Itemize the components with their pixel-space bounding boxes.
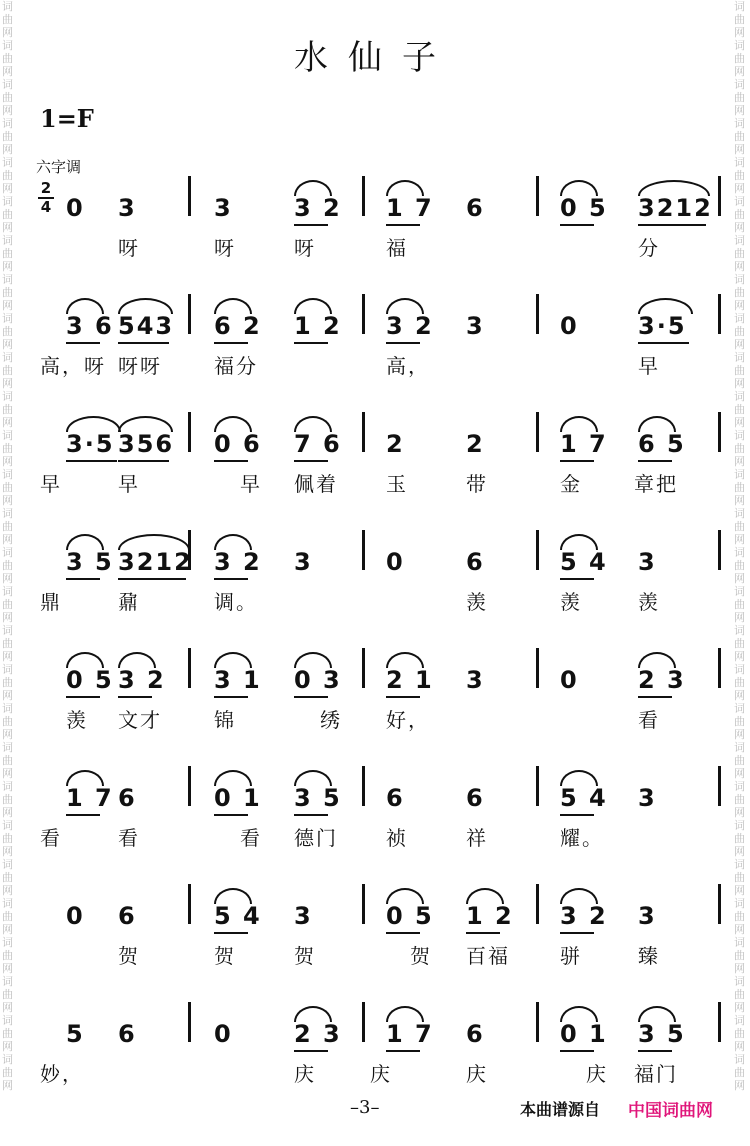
slur xyxy=(560,1006,598,1022)
lyric: 羡 xyxy=(638,590,660,614)
slur xyxy=(386,1006,424,1022)
slur xyxy=(560,534,598,550)
slur xyxy=(560,770,598,786)
slur xyxy=(118,652,156,668)
barline xyxy=(718,176,721,216)
slur xyxy=(386,652,424,668)
beam-underline xyxy=(386,224,420,226)
lyric: 庆 xyxy=(586,1062,608,1086)
note-group: 0 1 xyxy=(214,784,262,812)
note-group: 3212 xyxy=(118,548,193,576)
beam-underline xyxy=(638,696,672,698)
lyric: 高，呀 xyxy=(40,354,106,378)
note-group: 0 xyxy=(66,194,85,222)
beam-underline xyxy=(66,578,100,580)
slur xyxy=(560,888,598,904)
note-group: 3 xyxy=(118,194,137,222)
note-group: 5 xyxy=(66,1020,85,1048)
note-group: 1 2 xyxy=(466,902,514,930)
slur xyxy=(214,652,252,668)
note-group: 3 2 xyxy=(294,194,342,222)
lyric: 庆 xyxy=(294,1062,316,1086)
beam-underline xyxy=(66,460,117,462)
slur xyxy=(294,416,332,432)
lyric: 庆 xyxy=(466,1062,488,1086)
beam-underline xyxy=(294,224,328,226)
note-group: 6 2 xyxy=(214,312,262,340)
lyric: 高， xyxy=(386,354,430,378)
lyric: 调。 xyxy=(214,590,258,614)
score-row xyxy=(0,654,750,774)
note-group: 6 xyxy=(118,784,137,812)
note-group: 0 xyxy=(66,902,85,930)
note-group: 6 xyxy=(466,1020,485,1048)
note-group: 6 xyxy=(466,548,485,576)
note-group: 3 xyxy=(638,902,657,930)
lyric: 祥 xyxy=(466,826,488,850)
barline xyxy=(718,294,721,334)
note-group: 3 xyxy=(466,666,485,694)
lyric: 百福 xyxy=(466,944,510,968)
barline xyxy=(718,412,721,452)
beam-underline xyxy=(214,342,248,344)
barline xyxy=(188,766,191,806)
beam-underline xyxy=(214,696,248,698)
slur xyxy=(560,416,598,432)
lyric: 鼐 xyxy=(118,590,140,614)
beam-underline xyxy=(66,814,100,816)
barline xyxy=(362,884,365,924)
barline xyxy=(362,176,365,216)
beam-underline xyxy=(294,460,328,462)
score-row xyxy=(0,300,750,420)
watermark-right: 词曲网词曲网词曲网词曲网词曲网词曲网词曲网词曲网词曲网词曲网词曲网词曲网词曲网词曲网词曲网词曲网词曲网词曲网词曲网词曲网词曲网词曲网词曲网词曲网词曲网词曲网词曲网词曲网 xyxy=(734,0,745,1092)
note-group: 2 xyxy=(386,430,405,458)
barline xyxy=(718,884,721,924)
note-group: 3 2 xyxy=(118,666,166,694)
note-group: 3 5 xyxy=(66,548,114,576)
beam-underline xyxy=(118,460,169,462)
note-group: 0 5 xyxy=(66,666,114,694)
note-group: 6 xyxy=(466,784,485,812)
lyric: 庆 xyxy=(370,1062,392,1086)
song-title: 水仙子 xyxy=(294,38,456,78)
note-group: 1 2 xyxy=(294,312,342,340)
note-group: 2 3 xyxy=(294,1020,342,1048)
score-row xyxy=(0,182,750,302)
note-group: 3 5 xyxy=(294,784,342,812)
note-group: 7 6 xyxy=(294,430,342,458)
slur xyxy=(294,770,332,786)
lyric: 早 xyxy=(40,472,62,496)
note-group: 6 xyxy=(118,902,137,930)
barline xyxy=(536,294,539,334)
slur xyxy=(214,534,252,550)
lyric: 早 xyxy=(240,472,262,496)
barline xyxy=(536,884,539,924)
note-group: 0 xyxy=(214,1020,233,1048)
beam-underline xyxy=(638,224,706,226)
lyric: 好， xyxy=(386,708,430,732)
slur xyxy=(118,534,190,550)
barline xyxy=(362,530,365,570)
slur xyxy=(294,652,332,668)
lyric: 看 xyxy=(240,826,262,850)
lyric: 羡 xyxy=(560,590,582,614)
lyric: 羡 xyxy=(66,708,88,732)
lyric: 臻 xyxy=(638,944,660,968)
beam-underline xyxy=(214,814,248,816)
note-group: 5 4 xyxy=(560,784,608,812)
slur xyxy=(466,888,504,904)
slur xyxy=(214,298,252,314)
note-group: 2 1 xyxy=(386,666,434,694)
note-group: 3 2 xyxy=(560,902,608,930)
lyric: 福门 xyxy=(634,1062,678,1086)
watermark-left: 词曲网词曲网词曲网词曲网词曲网词曲网词曲网词曲网词曲网词曲网词曲网词曲网词曲网词曲网词曲网词曲网词曲网词曲网词曲网词曲网词曲网词曲网词曲网词曲网词曲网词曲网词曲网词曲网 xyxy=(2,0,13,1092)
lyric: 看 xyxy=(40,826,62,850)
slur xyxy=(638,652,676,668)
slur xyxy=(638,180,710,196)
barline xyxy=(362,766,365,806)
slur xyxy=(214,770,252,786)
barline xyxy=(718,766,721,806)
note-group: 6 xyxy=(118,1020,137,1048)
lyric: 分 xyxy=(638,236,660,260)
lyric: 鼎 xyxy=(40,590,62,614)
lyric: 呀 xyxy=(214,236,236,260)
barline xyxy=(188,412,191,452)
lyric: 福 xyxy=(386,236,408,260)
note-group: 1 7 xyxy=(386,1020,434,1048)
lyric: 贺 xyxy=(294,944,316,968)
barline xyxy=(536,412,539,452)
barline xyxy=(362,1002,365,1042)
note-group: 6 5 xyxy=(638,430,686,458)
beam-underline xyxy=(638,1050,672,1052)
note-group: 3 xyxy=(294,548,313,576)
slur xyxy=(638,416,676,432)
lyric: 看 xyxy=(118,826,140,850)
note-group: 3 xyxy=(638,548,657,576)
beam-underline xyxy=(294,342,328,344)
barline xyxy=(536,648,539,688)
slur xyxy=(638,1006,676,1022)
lyric: 早 xyxy=(638,354,660,378)
lyric: 羡 xyxy=(466,590,488,614)
beam-underline xyxy=(294,1050,328,1052)
time-signature-bottom: 4 xyxy=(40,198,52,216)
slur xyxy=(638,298,693,314)
lyric: 祯 xyxy=(386,826,408,850)
slur xyxy=(66,298,104,314)
slur xyxy=(386,888,424,904)
beam-underline xyxy=(386,1050,420,1052)
lyric: 带 xyxy=(466,472,488,496)
barline xyxy=(362,294,365,334)
barline xyxy=(188,294,191,334)
barline xyxy=(718,530,721,570)
note-group: 3 6 xyxy=(66,312,114,340)
note-group: 0 1 xyxy=(560,1020,608,1048)
beam-underline xyxy=(118,342,169,344)
lyric: 骈 xyxy=(560,944,582,968)
note-group: 3·5 xyxy=(638,312,687,340)
lyric: 玉 xyxy=(386,472,408,496)
beam-underline xyxy=(118,578,186,580)
barline xyxy=(536,530,539,570)
barline xyxy=(188,176,191,216)
beam-underline xyxy=(214,578,248,580)
note-group: 3 5 xyxy=(638,1020,686,1048)
beam-underline xyxy=(294,814,328,816)
note-group: 3 2 xyxy=(214,548,262,576)
note-group: 0 5 xyxy=(560,194,608,222)
note-group: 0 3 xyxy=(294,666,342,694)
note-group: 356 xyxy=(118,430,175,458)
slur xyxy=(66,416,121,432)
note-group: 2 xyxy=(466,430,485,458)
note-group: 3 2 xyxy=(386,312,434,340)
lyric: 呀 xyxy=(118,236,140,260)
slur xyxy=(66,534,104,550)
beam-underline xyxy=(466,932,500,934)
slur xyxy=(214,888,252,904)
note-group: 5 4 xyxy=(214,902,262,930)
slur xyxy=(66,652,104,668)
lyric: 早 xyxy=(118,472,140,496)
note-group: 3·5 xyxy=(66,430,115,458)
score-row xyxy=(0,418,750,538)
note-group: 1 7 xyxy=(560,430,608,458)
score-row xyxy=(0,890,750,1010)
slur xyxy=(560,180,598,196)
beam-underline xyxy=(560,224,594,226)
note-group: 3 xyxy=(466,312,485,340)
lyric: 章把 xyxy=(634,472,678,496)
time-signature-top: 2 xyxy=(40,179,52,197)
slur xyxy=(386,298,424,314)
note-group: 3 xyxy=(638,784,657,812)
lyric: 绣 xyxy=(320,708,342,732)
lyric: 呀呀 xyxy=(118,354,162,378)
note-group: 3 1 xyxy=(214,666,262,694)
beam-underline xyxy=(214,460,248,462)
beam-underline xyxy=(560,578,594,580)
beam-underline xyxy=(66,342,100,344)
score-row xyxy=(0,772,750,892)
note-group: 0 xyxy=(560,312,579,340)
slur xyxy=(294,1006,332,1022)
beam-underline xyxy=(386,696,420,698)
note-group: 3 xyxy=(294,902,313,930)
lyric: 贺 xyxy=(214,944,236,968)
note-group: 2 3 xyxy=(638,666,686,694)
beam-underline xyxy=(386,342,420,344)
beam-underline xyxy=(560,1050,594,1052)
note-group: 5 4 xyxy=(560,548,608,576)
lyric: 锦 xyxy=(214,708,236,732)
note-group: 6 xyxy=(466,194,485,222)
note-group: 0 6 xyxy=(214,430,262,458)
source-label: 本曲谱源自 xyxy=(520,1100,601,1119)
beam-underline xyxy=(638,342,689,344)
slur xyxy=(66,770,104,786)
lyric: 福分 xyxy=(214,354,258,378)
lyric: 看 xyxy=(638,708,660,732)
beam-underline xyxy=(638,460,672,462)
barline xyxy=(362,648,365,688)
slur xyxy=(118,298,173,314)
barline xyxy=(536,766,539,806)
barline xyxy=(188,884,191,924)
lyric: 贺 xyxy=(410,944,432,968)
note-group: 1 7 xyxy=(66,784,114,812)
key-signature: 1=F xyxy=(40,104,94,133)
slur xyxy=(214,416,252,432)
slur xyxy=(294,180,332,196)
slur xyxy=(294,298,332,314)
barline xyxy=(188,648,191,688)
page-number: –3– xyxy=(350,1097,380,1118)
beam-underline xyxy=(118,696,152,698)
note-group: 1 7 xyxy=(386,194,434,222)
note-group: 3212 xyxy=(638,194,713,222)
note-group: 0 5 xyxy=(386,902,434,930)
lyric: 妙， xyxy=(40,1062,84,1086)
lyric: 佩着 xyxy=(294,472,338,496)
lyric: 金 xyxy=(560,472,582,496)
source-brand: 中国词曲网 xyxy=(628,1101,713,1121)
note-group: 0 xyxy=(386,548,405,576)
note-group: 0 xyxy=(560,666,579,694)
note-group: 6 xyxy=(386,784,405,812)
score-row xyxy=(0,536,750,656)
barline xyxy=(718,648,721,688)
barline xyxy=(362,412,365,452)
barline xyxy=(188,1002,191,1042)
lyric: 文才 xyxy=(118,708,162,732)
beam-underline xyxy=(386,932,420,934)
beam-underline xyxy=(560,460,594,462)
lyric: 呀 xyxy=(294,236,316,260)
lyric: 贺 xyxy=(118,944,140,968)
barline xyxy=(718,1002,721,1042)
note-group: 543 xyxy=(118,312,175,340)
barline xyxy=(536,1002,539,1042)
note-group: 3 xyxy=(214,194,233,222)
barline xyxy=(536,176,539,216)
lyric: 德门 xyxy=(294,826,338,850)
beam-underline xyxy=(560,932,594,934)
mode-label: 六字调 xyxy=(36,158,82,176)
slur xyxy=(386,180,424,196)
beam-underline xyxy=(294,696,328,698)
lyric: 耀。 xyxy=(560,826,604,850)
beam-underline xyxy=(66,696,100,698)
beam-underline xyxy=(560,814,594,816)
slur xyxy=(118,416,173,432)
beam-underline xyxy=(214,932,248,934)
